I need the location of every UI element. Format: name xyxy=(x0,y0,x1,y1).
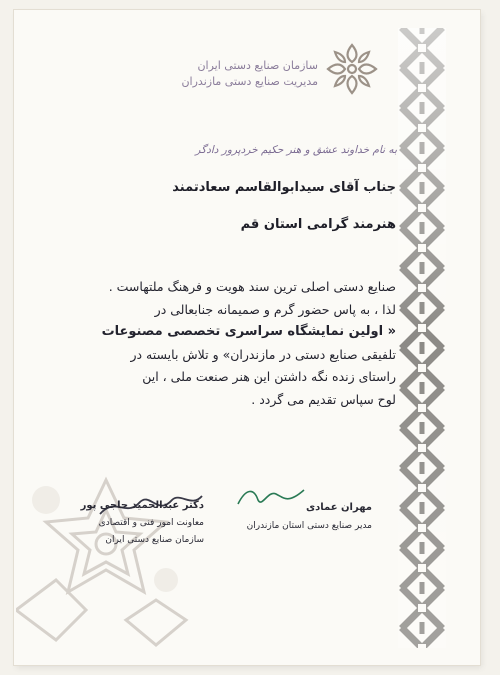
body-line: « اولین نمایشگاه سراسری تخصصی مصنوعات xyxy=(101,324,396,340)
body-line: لذا ، به پاس حضور گرم و صمیمانه جنابعالی در xyxy=(154,301,396,317)
organization-header xyxy=(128,58,318,90)
body-line: صنایع دستی اصلی ترین سند هویت و فرهنگ ملتهاست . xyxy=(108,279,396,294)
signatory-title: معاونت امور فنی و اقتصادی xyxy=(98,518,204,528)
signature-block-left xyxy=(81,498,204,548)
organization-logo-icon xyxy=(325,42,379,96)
signatory-name: دکتر عبدالحمید حاجی پور xyxy=(80,500,204,511)
signatory-title: سازمان صنایع دستی ایران xyxy=(105,535,204,545)
body-line: راستای زنده نگه داشتن این هنر صنعت ملی ، این xyxy=(142,369,396,385)
decorative-border-strip xyxy=(398,28,446,648)
signatory-title: مدیر صنایع دستی استان مازندران xyxy=(246,521,372,531)
body-line: لوح سپاس تقدیم می گردد . xyxy=(251,391,396,407)
addressee-name: جناب آقای سیدابوالقاسم سعادتمند xyxy=(172,180,396,195)
header-org-line2: مدیریت صنایع دستی مازندران xyxy=(181,75,318,88)
addressee-title: هنرمند گرامی استان قم xyxy=(240,217,396,232)
signature-block-right xyxy=(247,500,372,534)
header-org-line1: سازمان صنایع دستی ایران xyxy=(197,59,318,72)
certificate-body xyxy=(96,276,396,412)
body-line: تلفیقی صنایع دستی در مازندران» و تلاش بایسته در xyxy=(130,346,396,362)
invocation-line: به نام خداوند عشق و هنر حکیم خردپرور دادگر xyxy=(195,144,397,156)
signatory-name: مهران عمادی xyxy=(305,502,372,513)
